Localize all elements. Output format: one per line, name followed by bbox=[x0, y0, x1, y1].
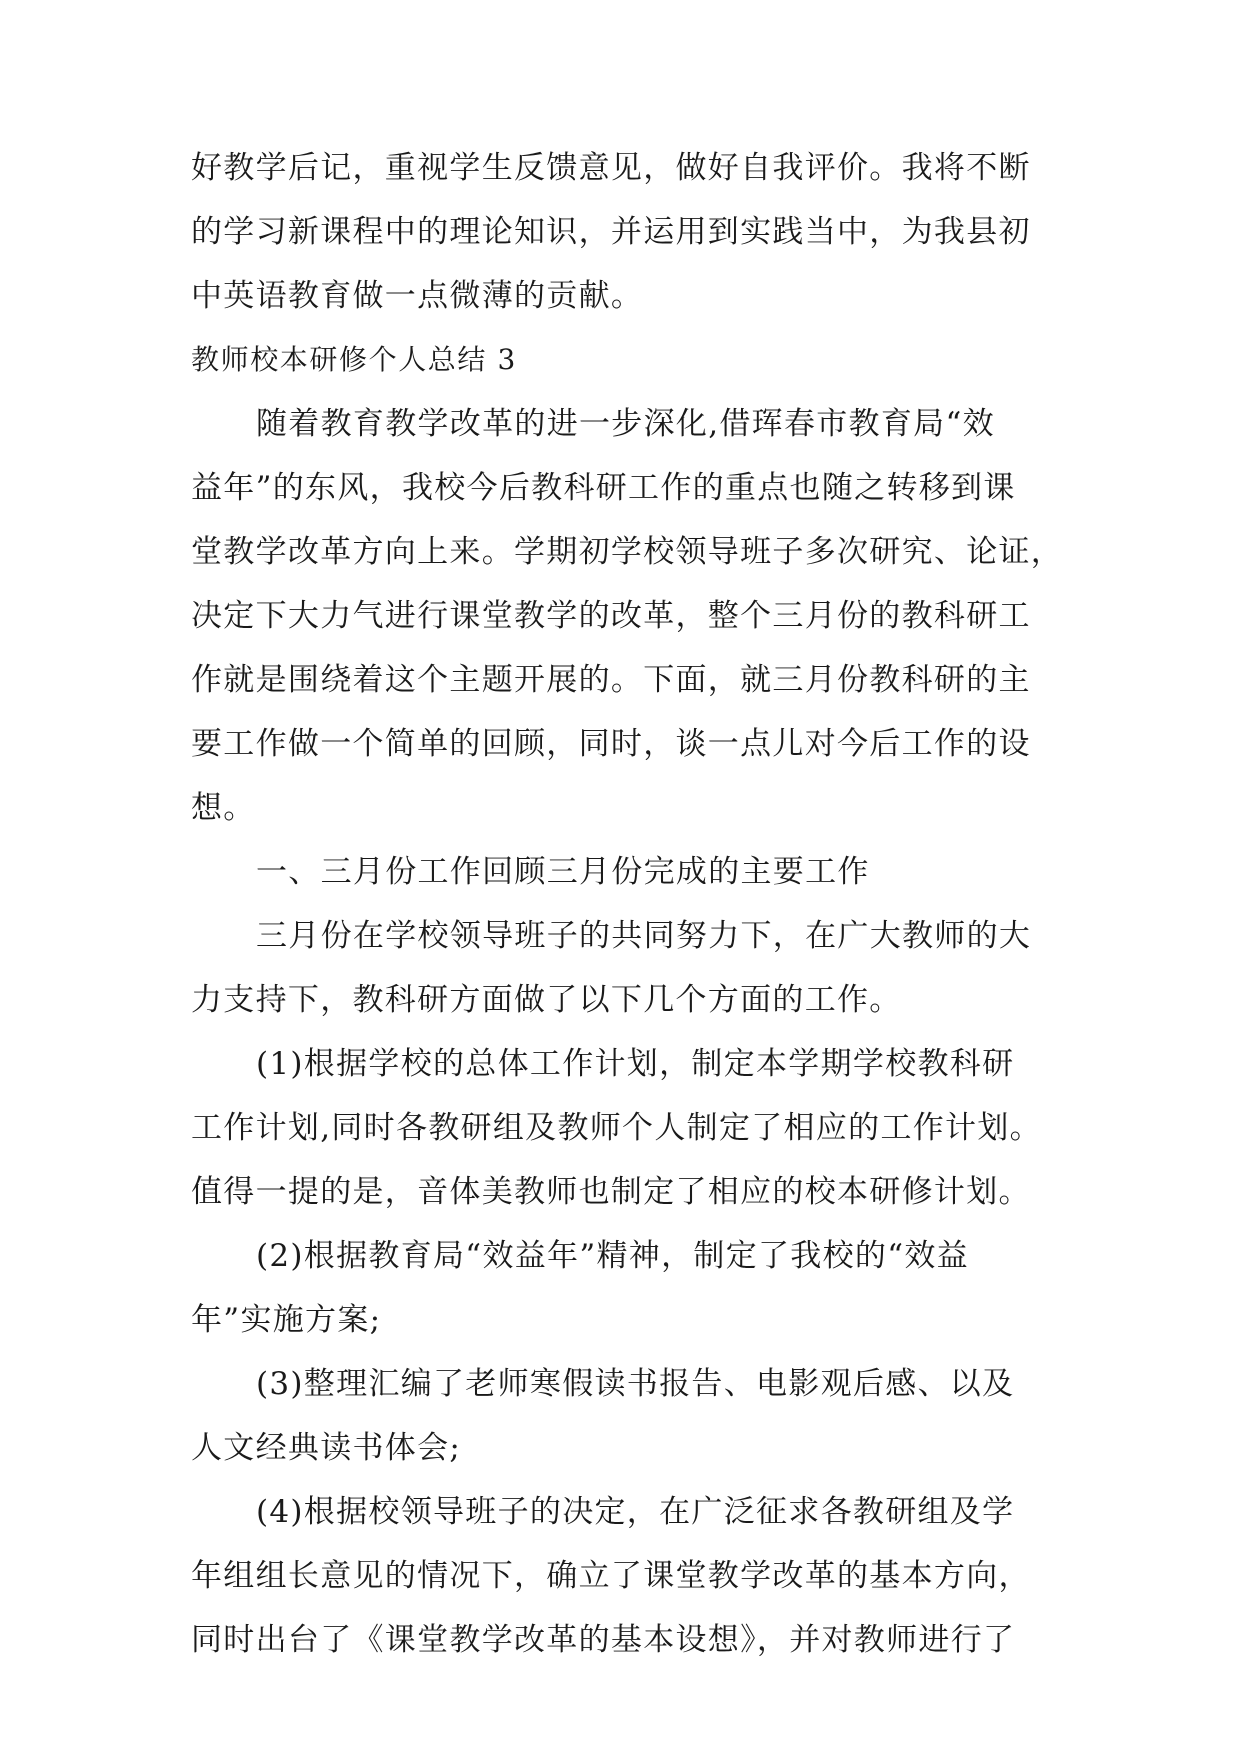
paragraph-line: 的学习新课程中的理论知识，并运用到实践当中，为我县初 bbox=[191, 214, 1031, 250]
paragraph-line: 堂教学改革方向上来。学期初学校领导班子多次研究、论证， bbox=[191, 534, 1064, 570]
paragraph-line: 三月份在学校领导班子的共同努力下，在广大教师的大 bbox=[256, 918, 1032, 954]
paragraph-line: (4)根据校领导班子的决定，在广泛征求各教研组及学 bbox=[256, 1494, 1015, 1530]
paragraph-line: 中英语教育做一点微薄的贡献。 bbox=[191, 278, 644, 314]
paragraph-line: (3)整理汇编了老师寒假读书报告、电影观后感、以及 bbox=[256, 1366, 1015, 1402]
paragraph-line: 同时出台了《课堂教学改革的基本设想》，并对教师进行了 bbox=[191, 1622, 1016, 1658]
paragraph-line: 力支持下，教科研方面做了以下几个方面的工作。 bbox=[191, 982, 902, 1018]
paragraph-line: 想。 bbox=[191, 790, 256, 826]
section-heading: 教师校本研修个人总结 3 bbox=[191, 343, 517, 376]
paragraph-line: (1)根据学校的总体工作计划，制定本学期学校教科研 bbox=[256, 1046, 1015, 1082]
paragraph-line: 工作计划,同时各教研组及教师个人制定了相应的工作计划。 bbox=[191, 1110, 1042, 1146]
paragraph-line: 好教学后记，重视学生反馈意见，做好自我评价。我将不断 bbox=[191, 150, 1031, 186]
paragraph-line: 随着教育教学改革的进一步深化,借珲春市教育局“效 bbox=[256, 406, 995, 442]
paragraph-line: 决定下大力气进行课堂教学的改革，整个三月份的教科研工 bbox=[191, 598, 1031, 634]
paragraph-line: 益年”的东风，我校今后教科研工作的重点也随之转移到课 bbox=[191, 470, 1016, 506]
subsection-heading: 一、三月份工作回顾三月份完成的主要工作 bbox=[256, 854, 870, 890]
paragraph-line: 人文经典读书体会; bbox=[191, 1430, 462, 1466]
paragraph-line: (2)根据教育局“效益年”精神，制定了我校的“效益 bbox=[256, 1238, 969, 1274]
paragraph-line: 值得一提的是，音体美教师也制定了相应的校本研修计划。 bbox=[191, 1174, 1031, 1210]
paragraph-line: 要工作做一个简单的回顾，同时，谈一点儿对今后工作的设 bbox=[191, 726, 1031, 762]
paragraph-line: 作就是围绕着这个主题开展的。下面，就三月份教科研的主 bbox=[191, 662, 1031, 698]
paragraph-line: 年组组长意见的情况下，确立了课堂教学改革的基本方向， bbox=[191, 1558, 1031, 1594]
paragraph-line: 年”实施方案; bbox=[191, 1302, 382, 1338]
